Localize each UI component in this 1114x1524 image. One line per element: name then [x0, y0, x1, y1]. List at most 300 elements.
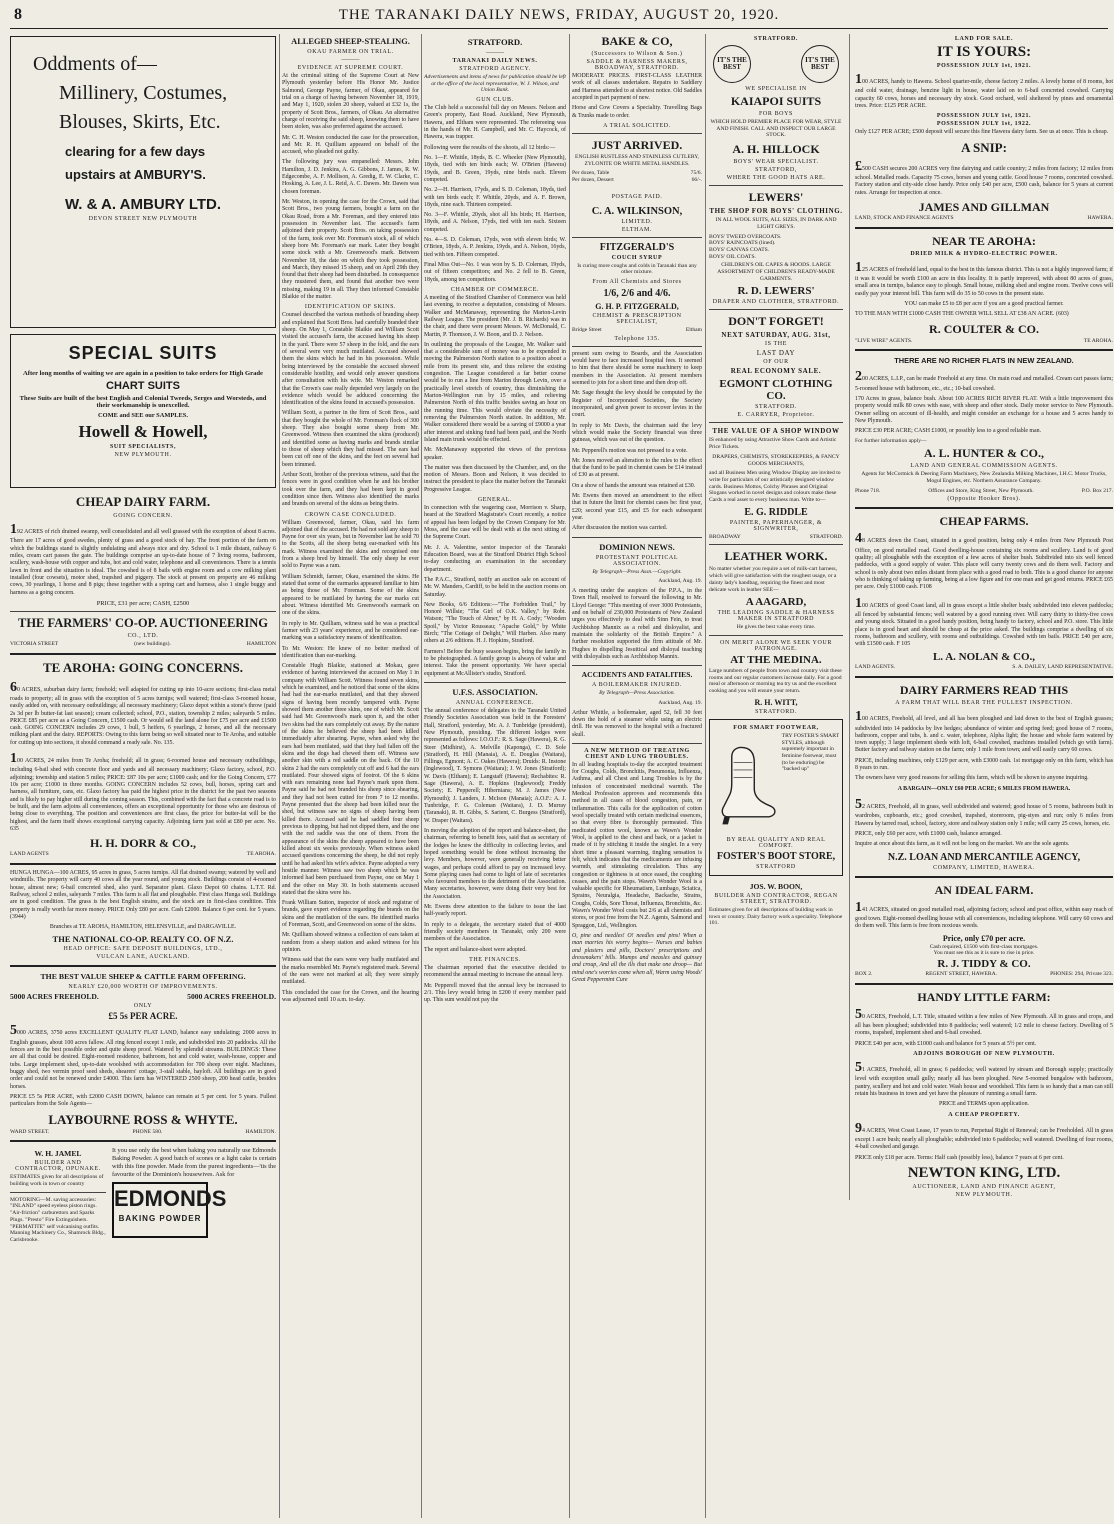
article-dateline: By Telegraph—Press Assn.—Copyright. — [592, 568, 682, 575]
ad-text: BY REAL QUALITY AND REAL COMFORT. — [726, 836, 826, 849]
ad-text: 100 ACRES, 24 miles from Te Aroha; freehold; all in grass; 6-roomed house and necessary outbuildings, including 6-bail shed with concrete floor and yards and all necessary machinery; Glaxo factory, school, P.O. adjoining; township and station 5 miles; PRICE: £87 10s per acre; £1000 cash; and for the Going Concern, £77 10s per acre; £1000 in three months. GOING CONCERN includes 52 cows, bull, horses, spring cart and harness, all furniture, cans, etc. Glaxo factory has paid the highest price in the district for the past two seasons and is likely to pay higher still during the coming season. This, combined with the fact that a concrete road is to be built, and the farm adjoins all conveniences, offers an exceptional opportunity for those who are desirous of being close to everything. The position and conveniences are first class, the price for butter-fat will be the highest, and the farm itself shows exceptional carrying capacity. Adjoining farm just sold at £80 per acre. No. 635 — [10, 751, 276, 832]
masthead — [10, 4, 1108, 29]
ad-heading: TE AROHA: GOING CONCERNS. — [42, 659, 244, 675]
ad-heading: JUST ARRIVED. — [591, 137, 683, 152]
article-paragraph: New Books, 6/6 Editions:—"The Forbidden Trail," by Honoré Willsie; "The Girl of O.K. Valley," by Robt. Watson; "The Touch of Abner," by H. A. Cody; "Wooden Spoil," by Victor Rousseau; "Apache Gold," by White Birch; "The Cottage of Delight," Will Harben. Also many others at 2/6 editions. H. J. Hopkins, Stratford. — [424, 601, 566, 645]
ad-advertiser: A. L. HUNTER & CO., — [923, 446, 1044, 461]
ad-town: Eltham — [685, 327, 702, 334]
ad-text: CHILDREN'S OIL CAPES & HOODS. LARGE ASSORTMENT OF CHILDREN'S READY-MADE GARMENTS. — [717, 262, 835, 282]
ad-advertiser: R. H. WITT, — [754, 697, 798, 707]
ad-text: REAL ECONOMY SALE. — [730, 367, 822, 376]
ad-subheading: POSSESSION JULY 1st, 1921. — [936, 113, 1032, 120]
ad-heading: CHEAP DAIRY FARM. — [75, 494, 211, 509]
ad-price: 75/6. — [690, 170, 702, 177]
ad-text: It you use only the best when baking you naturally use Edmonds Baking Powder. A good batch of scones or a light cake is certain with this fine powder. Made from the purest ingredients—'tis the favourite of the Dominion's housewives. Ask for — [112, 1147, 276, 1179]
ad-text: 5000 ACRES, 3750 acres EXCELLENT QUALITY FLAT LAND, balance easy undulating; 2000 acres in English grasses, about 100 acres fallow. All ring fenced except 1 mile, and subdivided into 20 paddocks. All the fences are in the best possible order and quite sheep proof. Watered by splendid streams. BUILDINGS: These are all that could be desired. Eight-roomed residence, bathroom, hot and cold water, wash-house, copper and tubs. Large implement shed, up-to-date woolshed with accommodation for 700 sheep over night. Machines, buggy shed, two vermin proof seed sheds, shearers' cottage, 3-stall stable, hayloft. All buildings are in good order and could not be renewed under £4000. This farm has WINTERED 2500 sheep, 200 head cattle, besides horses. — [10, 1023, 276, 1090]
article-paragraph: No. 2—H. Harrison, 17yds, and S. D. Coleman, 18yds, tied with ten birds each; F. Whittle, 20yds, and A. F. Brown, 18yds, nine each. Thirteen competed. — [424, 187, 566, 208]
ad-text: 5000 ACRES FREEHOLD. — [10, 992, 99, 1002]
emblems — [713, 45, 839, 83]
masthead-title: THE TARANAKI DAILY NEWS, FRIDAY, AUGUST 20, 1920. — [338, 7, 780, 23]
ad-advertiser: R. D. LEWERS' — [737, 285, 815, 298]
ad-text: Is curing more coughs and colds in Taranaki than any other mixture. — [577, 262, 697, 276]
ad-text: WE SPECIALISE IN — [745, 86, 807, 92]
best-emblem-icon: IT'S THE BEST — [713, 45, 751, 83]
ad-price: £5 5s PER ACRE. — [108, 1011, 178, 1022]
ad-sub: S. A. DAILEY, LAND REPRESENTATIVE. — [1012, 664, 1113, 671]
article-paragraph: Mr. Jones moved an alteration to the rules to the effect that the fund to be paid in chemist cases be £14 instead of £30 as at present. — [572, 457, 702, 479]
article-dateline: By Telegraph—Press Association. — [599, 690, 675, 697]
ad-address: P.O. Box 217. — [1081, 487, 1113, 494]
article-subheading: GUN CLUB. — [476, 97, 514, 104]
list-item: BOYS' RAINCOATS (lined). — [709, 240, 776, 247]
ad-advertiser: W. & A. AMBURY LTD. — [64, 196, 222, 213]
article-paragraph: The report and balance-sheet were adopted. — [424, 946, 527, 953]
article-paragraph: Mr. McManaway supported the views of the previous speaker. — [424, 447, 566, 461]
ad-text: ESTIMATES given for all descriptions of building work in town or country — [10, 1174, 104, 1188]
ad-text: OF OUR — [763, 359, 789, 366]
ad-heading: THE VALUE OF A SHOP WINDOW — [712, 427, 840, 436]
article-subheading: ANNUAL CONFERENCE. — [455, 699, 535, 706]
ad-sub: LAND, STOCK AND FINANCE AGENTS — [855, 214, 954, 221]
ad-text: 100 ACRES of good Coast land, all in grass except a little shelter bush; subdivided into eleven paddocks; all fenced by substantial fences; well watered by a good running river. Will carry thirty to thirty-five cows and young stock. Situated in a good handy position, being handy to factory, school and P.O. store. This little place is in good heart and should be cheap at the price asked. The buildings comprise a dwelling of six rooms, bathroom and scullery, with rooms and outbuildings. Cowshed with ten bails. PRICE £40 per acre, with £1500 cash. F 105 — [855, 595, 1113, 648]
best-emblem-icon: IT'S THE BEST — [801, 45, 839, 83]
lewers-items — [709, 234, 843, 261]
ad-text: 94 ACRES, West Coast Lease, 17 years to run, Perpetual Right of Renewal; can be Freeholded. All in grass except 1 acre bush; nearly all ploughable; subdivided into 6 paddocks; well watered. Dwelling of four rooms, 4-bail cowshed and garage. — [855, 1120, 1113, 1151]
ad-advertiser: G. H. P. FITZGERALD, — [595, 302, 679, 312]
article-paragraph: Witness said that the ears were very badly mutilated and the marks resembled Mr. Payne's registered mark. Several of the ears were not marked at all; they were simply mutilated. — [282, 957, 419, 986]
ad-text: Large numbers of people from town and country visit these rooms and our regular customers increase daily. For a good meal or afternoon or morning tea try us and the excellent cooking and you will ensure your return. — [709, 667, 842, 695]
ad-line: upstairs at AMBURY'S. — [65, 167, 206, 182]
ad-sub: DRAPER AND CLOTHIER, STRATFORD. — [712, 299, 840, 306]
ad-text: ENGLISH RUSTLESS AND STAINLESS CUTLERY, ZYLONITE OR WHITE METAL HANDLES. — [575, 153, 699, 167]
ad-phone: Telephone 135. — [614, 335, 660, 342]
ad-sub: PAINTER, PAPERHANGER, & SIGNWRITER, — [729, 519, 823, 532]
article-paragraph: At the criminal sitting of the Supreme Court at New Plymouth yesterday before His Honor Mr. Justice Salmond, George Payne, farmer, of Okau, appeared for trial on a charge of having between November 18, 1919, and May 1, 1920, stolen 20 sheep, valued at £32 1s, the property of Scott Bros., farmers, of Okau. An alternative charge of receiving the said sheep, knowing them to have been stolen, was also preferred against the accused. — [282, 73, 419, 131]
ad-address: (new buildings). — [134, 640, 171, 647]
ad-advertiser: LAYBOURNE ROSS & WHYTE. — [48, 1111, 238, 1127]
ad-advertiser: THE FARMERS' CO-OP. AUCTIONEERING — [17, 615, 269, 630]
article-paragraph: This concluded the case for the Crown, and the hearing was adjourned until 10 a.m. to-day. — [282, 989, 419, 1003]
ad-advertiser: FOSTER'S BOOT STORE, — [716, 850, 836, 862]
article-paragraph: William Scott, a partner in the firm of Scott Bros., said that they bought the whole of Mr. Foreman's flock of 300 sheep. They also bought some sheep from Mr. Greenwood. Witness then examined the skins (produced) and identified some as having marks and brands similar to those of sheep which they had missed. The ears had been cut off one of the skins, and the feet on several had been trimmed. — [282, 410, 419, 468]
ad-heading: HANDY LITTLE FARM: — [917, 989, 1051, 1004]
ad-line: Millinery, Costumes, — [59, 82, 228, 104]
ad-heading: DON'T FORGET! — [728, 314, 824, 329]
article-paragraph: In connection with the wagering case, Morrison v. Sharp, heard at the Stratford Magistrate's Court recently, a notice of appeal has been lodged by the Crown Company for Mr. Moss, and the case will be dealt with at the next sitting of the Supreme Court. — [424, 505, 566, 541]
ad-text: TO THE MAN WITH £1000 CASH THE OWNER WILL SELL AT £38 AN ACRE. (603) — [855, 311, 1069, 318]
ad-town: STRATFORD. — [755, 404, 797, 411]
ad-line: Oddments of— — [33, 53, 157, 75]
ambury-ad — [10, 36, 276, 328]
article-paragraph: Constable Hugh Blaikie, stationed at Mokau, gave evidence of having interviewed the accused on May 1 in company with William Scott. Witness found seven skins, which he examined, and he noticed that some of the skins had had the ear-marks mutilated, and that they showed signs of having been recently tampered with. Payne showed them another three skins, one of which Mr. Scott said had Mr. Greenwood's mark upon it, and the other two skins had the ears completely cut away. By the nature of the skins he believed the sheep had been killed immediately after shearing. Payne, when asked why the ears had been mutilated, said that they had fallen off the skins and the dogs had chewed them off. Witness saw another skin with a red saddle on the back. Of the 10 skins 2 had the ears completely cut off and 6 had the ears mutilated. Four showed signs of footrot. Of the 6 skins with ears remaining none had Payne's mark upon them. Payne said he had not branded his sheep since shearing, and they had not been cutted for from 7 to 12 months. Payne presented that the sheep had been killed near the shed, but witness saw no signs of sheep having been killed there. Accused said he had saddled four sheep previous to dipping, but had not dipped them, and the one with the red saddle was the one of them. From the appearance of the skins the sheep appeared to have been killed about six weeks previously. When witness asked accused questions concerning the sheep, he did not reply until he had asked his wife's advice. Payne adopted a very hostile manner. Witness saw two sheep which he was informed had been purchased from Payne, one on May 1 and the other on May 30. In both statements accused stated that the skins were his. — [282, 663, 419, 896]
ad-text: These Suits are built of the best English and Colonial Tweeds, Serges and Worsteds, and their workmanship is unexcelled. — [19, 395, 267, 409]
ad-text: Cash required, £1500 with first-class mortgages. — [929, 943, 1039, 950]
article-paragraph: No. 1—F. Whittle, 18yds, B. C. Wheeler (New Plymouth), 18yds, tied with ten birds each; W. O'Brien (Hawera) 19yds, and B. Green, 19yds, nine birds each. Eleven competed. — [424, 154, 566, 183]
article-paragraph: William Schmidt, farmer, Okau, examined the skins. He stated that some of the earmarks appeared familiar to him as being those of Mr. Foreman. Some of the skins appeared to be mutilated by having the ear marks cut about. Witness identified Mr. Greenwood's earmark on one of the skins. — [282, 573, 419, 617]
ad-text: YOU can make £5 to £8 per acre if you are a good practical farmer. — [904, 300, 1064, 307]
ad-text: 5000 ACRES FREEHOLD. — [187, 992, 276, 1002]
ad-advertiser: A AAGARD, — [745, 596, 807, 609]
ad-subheading: ADJOINS BOROUGH OF NEW PLYMOUTH. — [913, 1051, 1055, 1057]
ad-text: TRY FOSTER'S SMART STYLES, although supremely important in feminine footwear, must (to be enduring) be "backed up" — [781, 732, 839, 773]
ad-advertiser: N.Z. LOAN AND MERCANTILE AGENCY, — [887, 851, 1081, 863]
ad-text: DRAPERS, CHEMISTS, STOREKEEPERS, & FANCY GOODS MERCHANTS, — [712, 453, 840, 467]
column-1 — [10, 34, 276, 1518]
article-subheading: IDENTIFICATION OF SKINS. — [304, 304, 397, 311]
stratford-ads — [709, 34, 843, 1200]
ad-sub: CO., LTD. — [127, 632, 159, 639]
list-item: BOYS' OIL COATS. — [709, 253, 756, 260]
ad-sub: SADDLE & HARNESS MAKERS, BROADWAY, STRATFORD. — [586, 59, 688, 71]
article-paragraph: In reply to Mr. Quilliam, witness said he was a practical farmer with 23 years' experience, and he considered ear-marking was a satisfactory means of identification. — [282, 620, 419, 642]
howell-ad — [10, 334, 276, 488]
article-paragraph: Mr. Quilliam showed witness a collection of ears taken at random from a sheep station and asked witness for his opinion. — [282, 932, 419, 953]
ad-subheading: NEARLY £20,000 WORTH OF IMPROVEMENTS. — [68, 984, 218, 991]
ad-text: 48 ACRES down the Coast, situated in a good position, being only 4 miles from New Plymouth Post Office, on good metalled road. Good dwelling-house containing six rooms and scullery. Land is of good quality; all ploughable with the exception of a few acres of shelter bush. Subdivided into six well fenced paddocks, with a good supply of water. This place will carry twenty cows and do them well. Factory and school is only about two miles distant from place with a good road to both. This is a good chance for anyone who is thinking of taking up farming, being at a low figure and for one man and get good returns. PRICE £65 per acre. Only £1000 cash. F108 — [855, 531, 1113, 591]
article-note: Advertisements and items of news for publication should be left at the office of the local representative, W. J. Wilson, and Union Bank. — [424, 74, 566, 94]
ad-sub: LAND AGENTS — [10, 851, 49, 858]
ad-text: 170 Acres in grass, balance bush. About 100 ACRES RICH RIVER FLAT. With a little improvement this property would milk 80 cows with ease, with sheep and other stock. Daily motor service to New Plymouth. Owner selling on account of ill-health, and might consider an exchange for a house and 5 acres handy to New Plymouth. — [855, 395, 1113, 424]
column-4 — [572, 34, 702, 1518]
article-paragraph: Arthur Whittle, a boilermaker, aged 52, fell 30 feet down the hold of a steamer while using an electric drill. He was removed to the hospital with a fractured skull. — [572, 709, 702, 738]
ad-subheading: A CHEAP PROPERTY. — [948, 1111, 1020, 1118]
ad-text: In all leading hospitals to-day the accepted treatment for Coughs, Colds, Bronchitis, Pneumonia, Influenza, Asthma, and all Chest and Lung Troubles is by the infusion of concentrated medicinal warmth. The Medical Profession approves and recommends this method in all cases of blood congestion, pain, or inflammation. This calls for the application of cotton wool specially treated with certain medicinal essences, so that every fibre is thoroughly permeated. This medicated cotton wool, known as Wawn's Wonder Wool, is applied to the chest and back, or a jacket is made of it by stitching it inside the singlet. In a very short time a pleasant warming, tingling sensation is felt, which indicates that the medicaments are infusing warmth, and stimulating circulation. Thus any congestion or tightness is at once eased, the coughing ceases, and the pain stops. Wawn's Wonder Wool is a valuable specific for Rheumatism, Lumbago, Sciatica, Sprains, Neuralgia, Headache, Backache, Strains, Coughs, Colds, Sore Throat, Influenza, Bronchitis, &c. Wawn's Wonder Wool costs but 2/6 at all chemists and stores, or post free from the N.Z. Agents, Salmond and Spraggon, Ltd., Wellington. — [572, 761, 702, 929]
article-paragraph: William Greenwood, farmer, Okau, said his farm adjoined that of the accused. He had not sold any sheep to Payne for over six years, but in November last he sold 70 to the Scotts, all the sheep being ear-marked with his mark. Witness examined the skins and recognised one from a sheep bred by himself. The only sheep he ever sold to Payne was a ram. — [282, 519, 419, 570]
ad-text: PRICE, only £60 per acre, with £1000 cash, balance arranged. — [855, 830, 1002, 837]
article-paragraph: Mr. C. H. Weston conducted the case for the prosecution, and Mr. R. H. Quilliam appeared on behalf of the accused, who pleaded not guilty. — [282, 134, 419, 156]
jamel-ad — [10, 1147, 106, 1246]
article-paragraph: Mr. Weston, in opening the case for the Crown, said that Scott Bros., two young farmers, bought a farm on the Okau Road, from a Mr. Foreman, and they entered into possession in November last. The accused's farm adjoined their property. Scott Bros. on taking possession of the farm, took over Mr. Foreman's stock, all of which sheep bore Mr. Foreman's ear mark. Later they bought some stock with a Mr. Greenwood's mark. Between November 18, the date on which they took possession, and March, they missed 15 sheep, and on April 29th they found that their sheep had been disturbed. In consequence they mustered them, and found that another two were missing, making 19 in all. They then informed Constable Blaikie of the matter. — [282, 199, 419, 301]
article-paragraph: The Club held a successful full day on Messrs. Nelson and Green's property, East Road. Auckland, New Plymouth, Hawera, and Eltham were represented. The refereeing was in the hands of Mr. H. Campbell, and Mr. C. Haycock, of Hawera, was trapper. — [424, 105, 566, 141]
article-headline: U.F.S. ASSOCIATION. — [452, 686, 538, 697]
ad-address: DEVON STREET NEW PLYMOUTH — [88, 216, 198, 222]
edmonds-ad — [112, 1147, 276, 1246]
ad-subheading: A FARM THAT WILL BEAR THE FULLEST INSPECTION. — [895, 700, 1073, 707]
ad-heading: A NEW METHOD OF TREATING CHEST AND LUNG TROUBLES. — [584, 747, 690, 760]
article-paragraph: Following were the results of the shoots, all 12 birds:— — [424, 144, 556, 151]
article-subheading: GENERAL. — [477, 497, 513, 504]
ad-address: Bridge Street — [572, 327, 602, 334]
article-dateline: Auckland, Aug. 19. — [658, 699, 702, 706]
ad-heading: FITZGERALD'S — [599, 241, 675, 253]
column-rule — [421, 34, 422, 1518]
ad-text: Estimates given for all descriptions of building work in town or country. Dairy factory work a speciality. Telephone 101. — [709, 906, 843, 927]
ad-text: WHICH HOLD PREMIER PLACE FOR WEAR, STYLE AND FINISH. CALL AND INSPECT OUR LARGE STOCK. — [710, 119, 842, 139]
ad-text: Horse and Cow Covers a Speciality. Travelling Bags & Trunks made to order. — [572, 105, 702, 119]
ad-advertiser: R. COULTER & CO. — [929, 321, 1039, 336]
ad-text: 51 ACRES, Freehold, all in grass; 6 paddocks; well watered by stream and Borough supply; practically level with exception small gully; nearly all has been ploughed. New 5-roomed bungalow with bathroom, pantry, scullery and hot and cold water. Wash house and woodshed. This farm is so handy that a man can still retain his business in town and yet have the pleasure of running a small farm. — [855, 1060, 1113, 1097]
article-subheading: EVIDENCE AT SUPREME COURT. — [297, 65, 404, 71]
ad-text: Agents for McCormick & Deering Farm Machinery, New Zealandia Milking Machines, I.H.C. Motor Trucks, Mogul Engines, etc. Northern Assurance Company. — [861, 471, 1107, 484]
ad-advertiser: NEWTON KING, LTD. — [907, 1164, 1061, 1181]
section-heading: LAND FOR SALE. — [954, 36, 1014, 42]
ad-phone: Phone 718. — [855, 487, 881, 494]
ad-text: Only £127 PER ACRE; £500 deposit will secure this fine Hawera dairy farm. See us at once. This is cheap. — [855, 129, 1109, 136]
ad-text: Per dozen, Table — [572, 170, 610, 177]
ad-text: 141 ACRES, situated on good metalled road, adjoining factory, school and post office, within easy reach of good town. Eight-roomed dwelling house with all conveniences, including telephone. Will carry 60 cows and do them well. This farm is free from noxious weeds. — [855, 899, 1113, 930]
article-paragraph: present sum owing to Boards, and the Association would have to face increased hospital fees. It seemed to him that there should be some machinery to keep members in the Association. At present members seemed to join for a short time and then drop off. — [572, 350, 702, 387]
ad-heading: FOR SMART FOOTWEAR, — [733, 724, 819, 731]
column-5 — [709, 34, 1113, 1518]
ad-heading: A SNIP: — [961, 139, 1007, 155]
ad-heading: THERE ARE NO RICHER FLATS IN NEW ZEALAND. — [894, 356, 1074, 366]
article-paragraph: The matter was then discussed by the Chamber, and, on the motion of Messrs. Boon and Nelson, it was decided to instruct the president to place the matter before the Taranaki Progressive League. — [424, 464, 566, 493]
ad-heading: THE SHOP FOR BOYS' CLOTHING. — [709, 207, 843, 216]
ad-town: HAWERA. — [1087, 214, 1113, 221]
article-paragraph: In reply to a delegate, the secretary stated that of 4000 friendly society members in Taranaki, only 200 were members of the Association. — [424, 921, 566, 943]
ad-line: clearing for a few days — [65, 144, 206, 159]
ad-town: STRATFORD, — [755, 167, 797, 174]
ad-subheading: GOING CONCERN. — [113, 513, 173, 519]
ad-town: STRATFORD. — [809, 533, 843, 540]
ad-heading: KAIAPOI SUITS — [730, 94, 822, 108]
ad-town: HAMILTON — [246, 640, 276, 647]
ad-town: TE AROHA. — [1083, 337, 1113, 344]
article-paragraph: On a show of hands the amount was retained at £30. — [572, 482, 696, 489]
ad-text: A BARGAIN—ONLY £60 PER ACRE; 6 MILES FROM HAWERA. — [897, 785, 1071, 792]
ad-sub: LAND AND GENERAL COMMISSION AGENTS. — [910, 463, 1058, 470]
ad-sub: THE LEADING SADDLE & HARNESS MAKER IN STRATFORD — [717, 610, 835, 623]
ad-sub: COMPANY, LIMITED, HAWERA. — [933, 864, 1035, 871]
ad-text: 125 ACRES of freehold land, equal to the best in this famous district. This is not a highly improved farm; if it was it would be worth £100 an acre in this locality. It is partly improved, with about 80 acres of grass, small area in turnips, balance easy to plough. Small house, milking shed and engine room. Twelve cows will easily pay your interest bill. This farm will do 35 to 50 cows in the present state. — [855, 259, 1113, 297]
ad-text: and all Business Men using Window Display are invited to write for particulars of our artistically designed window cards. Business Mottos, Colchy Phrases and Original Slogans worked in novel designs and colours make these Cards a real asset to every business man. Write to— — [709, 470, 841, 504]
ad-heading: NEAR TE AROHA: — [932, 233, 1036, 248]
ad-advertiser: E. G. RIDDLE — [744, 506, 808, 518]
ad-text: For further information apply— — [855, 438, 927, 445]
list-item: BOYS' TWEED OVERCOATS. — [709, 233, 782, 240]
ad-sub: BOYS' WEAR SPECIALIST. — [733, 159, 819, 166]
ad-town: NEW PLYMOUTH. — [114, 452, 172, 458]
ad-advertiser: EGMONT CLOTHING CO. — [719, 378, 833, 403]
ad-subheading: DRIED MILK & HYDRO-ELECTRIC POWER. — [910, 250, 1058, 257]
ad-text: MODERATE PRICES. FIRST-CLASS LEATHER work of all classes undertaken. Repairs to Saddlery and Harness attended to at shortest notice. Old Saddles accepted in part payment of new. — [572, 73, 702, 101]
ad-subheading: POSSESSION JULY 1st, 1922. — [936, 121, 1032, 128]
article-headline: ACCIDENTS AND FATALITIES. — [581, 670, 693, 680]
ad-sub: (Successors to Wilson & Son.) — [591, 51, 683, 57]
article-paragraph: No. 3—F. Whittle, 20yds, shot all his birds; H. Harrison, 18yds, and A. Nelson, 17yds, tied with ten each. Sixteen competed. — [424, 212, 566, 233]
article-subheading: PROTESTANT POLITICAL ASSOCIATION. — [595, 554, 679, 567]
ad-text: A TRIAL SOLICITED. — [603, 122, 671, 129]
article-paragraph: In moving the adoption of the report and balance-sheet, the chairman, referring to benefit fees, said that as secretary of the lodges he knew the difficulty in collecting levies, and hoped something would be done without increasing the levy. Members, however, were generally receiving better wages, and perhaps could afford to pay on increased levy. Some playing cases had come to light of late of secretaries who favoured members to the detriment of the Association. Many secretaries, however, were doing their very best for the Association. — [424, 827, 566, 900]
bottom-ads — [10, 1147, 276, 1246]
ad-advertiser: JAMES AND GILLMAN — [918, 199, 1050, 214]
ad-advertiser: LEWERS' — [748, 190, 804, 205]
article-subheading: STRATFORD AGENCY. — [459, 66, 531, 72]
ad-advertiser: THE NATIONAL CO-OP. REALTY CO. OF N.Z. — [52, 934, 234, 945]
ad-address: REGENT STREET, HAWERA. — [925, 971, 998, 977]
ad-sub: LAND AGENTS. — [855, 664, 896, 671]
ad-advertiser: W. H. JAMEL — [34, 1149, 82, 1159]
motoring-ad: MOTORING—M. saving accessories: "INLAND" speed eyeless piston rings. "Air-friction" carburettors and Sparks Plugs. "Presto" Fire Extinguishers. "PERMATITE" self vulcanising outfits. Manning Machinery Co., Shamrock Bldg., Carisbrooke. — [10, 1196, 106, 1243]
ad-town: STRATFORD. — [755, 708, 797, 715]
ad-text: Per dozen, Dessert — [572, 176, 614, 183]
ad-text: Branches at TE AROHA, HAMILTON, HELENSVILLE, and DARGAVILLE. — [49, 924, 237, 931]
ad-line: Blouses, Skirts, Etc. — [59, 111, 221, 133]
ad-heading: AT THE MEDINA. — [730, 653, 822, 666]
ad-price: 66/-. — [691, 176, 702, 183]
ad-town: TE AROHA. — [246, 851, 276, 858]
ad-text: 50 ACRES, Freehold, L.T. Title, situated within a few miles of New Plymouth. All in grass and crops, and all has been ploughed; subdivided into 8 paddocks; well watered; 1/2 mile to cheese factory. Dwelling of 5 rooms, trapshed, implement shed and 6-bail cowshed. — [855, 1006, 1113, 1037]
article-paragraph: Mr. Sage thought the levy should be computed by the Register of Incorporated Societies, the Society incorporated, and given power to recover levies in the court. — [572, 390, 702, 419]
ad-sub: "LIVE WIRE" AGENTS. — [855, 337, 913, 344]
ad-heading: DAIRY FARMERS READ THIS — [899, 683, 1069, 698]
foster-ad — [709, 719, 843, 876]
ad-text: PRICE and TERMS upon application. — [938, 1101, 1030, 1108]
article-subheading: TARANAKI DAILY NEWS. — [452, 58, 538, 64]
ad-phone: PHONE 580. — [132, 1128, 163, 1135]
ad-price: PRICE £30 PER ACRE; CASH £1000, or possibly less to a good reliable man. — [855, 428, 1042, 435]
article-dateline: Auckland, Aug. 19. — [658, 578, 702, 585]
ad-advertiser: H. H. DORR & CO., — [90, 836, 196, 851]
ad-address: VICTORIA STREET — [10, 640, 59, 647]
ad-sub: E. CARRYER, Proprietor. — [737, 412, 815, 419]
ad-advertiser: JOS. W. BOON, — [749, 881, 803, 891]
ad-sub: CHEMIST & PRESCRIPTION SPECIALIST, — [592, 313, 682, 326]
column-rule — [279, 34, 280, 1518]
ad-advertiser: L. A. NOLAN & CO., — [932, 651, 1036, 664]
ad-text: The owners have very good reasons for selling this farm, which will be shown to anyone inquiring. — [855, 775, 1089, 782]
ad-text: COME and SEE our SAMPLES. — [98, 412, 188, 419]
article-paragraph: The annual conference of delegates to the Taranaki United Friendly Societies Association was held in the Foresters' Hall, Stratford, yesterday, Mr. A. J. Tunbridge (president), New Plymouth, presiding. The different lodges were represented as follows: I.O.O.F.: R. S. Sage (Hawera), R. G. Steer (Midhirst), A. Melville (Kaponga), C. D. Sole (Stratford), H. Hill (Manaia), A. E. Douglas (Waitara), Fillings, Egmont; A. C. Oakes (Hawera); Druids: R. Instone (Inglewood), T. Symons (Waitara); J. W. Jones (Stratford); W. Davis (Eltham); E. Langstaff (Hawera); Rechabites: R. Sage (Hawera), A. E. Hopkins (Inglewood); Freddy Society; E. Pepperell; Hibernians; M. J. James (New Plymouth); J. Landers, J. McIson (Manaia); A.O.F.: A. J. Tunbridge, F. G. Coleman (Waitara), J. D. Murray (Taranaki), R. H. Gibbs, S. Sarient, C. Burgess (Stratford), W. Draper (Waitara). — [424, 707, 566, 824]
ad-text: IS enhanced by using Attractive Show Cards and Artistic Price Tickets. — [709, 437, 837, 451]
page-number: 8 — [14, 6, 22, 23]
article-headline: ALLEGED SHEEP-STEALING. — [291, 37, 410, 46]
ad-heading: CHEAP FARMS. — [939, 514, 1029, 529]
ad-text: PRICE £5 5s PER ACRE, with £2000 CASH DOWN, balance can remain at 5 per cent. for 5 years. Fullest particulars from the Sole Agents— — [10, 1094, 276, 1108]
edmonds-logo: EDMONDS BAKING POWDER — [112, 1182, 208, 1238]
ad-text: PRICE, including machines, only £129 per acre, with £3000 cash. 1st mortgage only on this farm, which has 8 years to run. — [855, 757, 1113, 772]
ladies-shoe-icon — [713, 739, 779, 829]
article-paragraph: Mr. Ewens drew attention to the failure to issue the last half-yearly report. — [424, 904, 566, 918]
ad-text: ONLY — [133, 1003, 153, 1010]
ad-text: IN ALL WOOL SUITS, ALL SIZES, IN DARK AND LIGHT GREYS. — [715, 217, 837, 230]
ad-text: NEXT SATURDAY, AUG. 31st, — [721, 331, 831, 340]
ad-sub: SUIT SPECIALISTS, — [109, 444, 177, 450]
ad-price: 1/6, 2/6 and 4/6. — [603, 288, 671, 300]
ad-advertiser: R. J. TIDDY & CO. — [937, 958, 1031, 970]
ad-subheading: POSSESSION JULY 1st, 1921. — [936, 63, 1032, 69]
ad-text: Inquire at once about this farm, as it will not be long on the market. We are the sole agents. — [855, 841, 1070, 848]
ad-text: After long months of waiting we are again in a position to take orders for High Grade — [23, 370, 263, 377]
ad-advertiser: BAKE & CO, — [601, 34, 673, 48]
article-paragraph: Final Miss Out—No. 1 was won by S. D. Coleman, 19yds, out of fifteen competitors; and No. 2 fell to B. Green, 18yds, among ten competitors. — [424, 262, 566, 283]
column-2: ALLEGED SHEEP-STEALING. OKAU FARMER ON TRIAL. ——— EVIDENCE AT SUPREME COURT. At the criminal sitting of the Supreme Court at New Plymouth yesterday before His Honor Mr. Justice Salmond, George Payne, farmer, of Okau, appeared for trial on a charge of having between November 18, 1919, and May 1, 1920, stolen 20 sheep, valued at £32 1s, the property of Scott Bros., farmers, of Okau. An alternative charge of receiving the said sheep, knowing them to have been stolen, was also preferred against the accused. Mr. C. H. Weston conducted the case for the prosecution, and Mr. R. H. Quilliam appeared on behalf of the accused, who pleaded not guilty. The following jury was empanelled: Messrs. John Hamilton, J. D. Jenkins, A. G. Gibbons, J. James, R. W. Edgecombe, A. F. Mollison, A. Gredig, E. W. Clarke, C. Hosking, A. Lee, J. L. Reid, A. C. Dawes. Mr. Dawes was chosen foreman. Mr. Weston, in opening the case for the Crown, said that Scott Bros., two young farmers, bought a farm on the Okau Road, from a Mr. Foreman, and they entered into possession in November last. The accused's farm adjoined their property. Scott Bros. on taking possession of the farm, took over Mr. Foreman's stock, all of which sheep bore Mr. Foreman's ear mark. Later they bought some stock with a Mr. Greenwood's mark. Between November 18, the date on which they took possession, and March, they missed 15 sheep, and on April 29th they found that their sheep had been disturbed. In consequence they mustered them, and found that another two were missing, making 19 in all. They then informed Constable Blaikie of the matter. IDENTIFICATION OF SKINS. Counsel described the various methods of branding sheep and explained that Scott Bros. had carefully branded their sheep. On May 1, Constable Blaikie and William Scott visited the accused's farm, the accused having his sheep in the yard. There were 57 sheep in the fold, and the ears of several were very much mutilated. Accused showed them the skins which he had in his possession. While being interviewed by the constable the accused showed considerable hostility, and would only answer questions after consultation with his wife. Mr. Weston remarked that the Crown's case really depended very largely on the evidence which would be adduced concerning the identification of the skins found in accused's possession. William Scott, a partner in the firm of Scott Bros., said that they bought the whole of Mr. Foreman's flock of 300 sheep. They also bought some sheep from Mr. Greenwood. Witness then examined the skins (produced) and identified some as having marks and brands similar to those of sheep which they had missed. The ears had been cut off one of the skins, and the feet on several had been trimmed. Arthur Scott, brother of the previous witness, said that the fences were in good condition when he and his brother took over the farm, and they had been kept in good condition since then. Witness also identified the marks and brands on several of the skins as being theirs. CROWN CASE CONCLUDED. William Greenwood, farmer, Okau, said his farm adjoined that of the accused. He had not sold any sheep to Payne for over six years, but in November last he sold 70 to the Scotts, all the sheep being ear-marked with his mark. Witness examined the skins and recognised one from a sheep bred by himself. The only sheep he ever sold to Payne was a ram. William Schmidt, farmer, Okau, examined the skins. He stated that some of the earmarks appeared familiar to him as being those of Mr. Foreman. Some of the skins appeared to be mutilated by having the ear marks cut about. Witness identified Mr. Greenwood's earmark on one of the skins. In reply to Mr. Quilliam, witness said he was a practical farmer with 23 years' experience, and he considered ear-marking was a satisfactory means of identification. To Mr. Weston: He knew of no better method of identification than ear-marking. Constable Hugh Blaikie, stationed at Mokau, gave evidence of having interviewed the accused on May 1 in company with William Scott. Witness found seven skins, which he examined, and he noticed that some of the skins had had the ear-marks mutilated, and that they showed signs of having been recently tampered with. Payne showed them another three skins, one of which Mr. Scott said had Mr. Greenwood's mark upon it, and the other two skins had the ears completely cut away. By the nature of the skins he believed the sheep had been killed immediately after shearing. Payne, when asked why the ears had been mutilated, said that they had fallen off the skins and the dogs had chewed them off. Witness saw another skin with a red saddle on the back. Of the 10 skins 2 had the ears completely cut off and 6 had the ears mutilated. Four showed signs of footrot. Of the 6 skins with ears remaining none had Payne's mark upon them. Payne said he had not branded his sheep since shearing, and they had not been cutted for from 7 to 12 months. Payne presented that the sheep had been killed near the shed, but witness saw no signs of sheep having been killed there. Accused said he had saddled four sheep previous to dipping, but had not dipped them, and the one with the red saddle was the one of them. From the appearance of the skins the sheep appeared to have been killed about six weeks previously. When witness asked accused questions concerning the sheep, he did not reply until he had asked his wife's advice. Payne adopted a very hostile manner. Witness saw two sheep which he was informed had been purchased from Payne, one on May 1 and the other on May 30. In both statements accused stated that the skins were his. Frank William Sutton, inspector of stock and registrar of brands, gave expert evidence regarding the brands on the skins and the mutilation of the ears. He identified marks of Foreman, Scott, and Greenwood on some of the skins. Mr. Quilliam showed witness a collection of ears taken at random from a sheep station and asked witness for his opinion. Witness said that the ears were very badly mutilated and the marks resembled Mr. Payne's registered mark. Several of the ears were not marked at all; they were simply mutilated. This concluded the case for the Crown, and the hearing was adjourned until 10 a.m. to-day. — [282, 37, 419, 1003]
ad-town: STRATFORD. — [753, 36, 799, 42]
ad-address: (Opposite Hooker Bros). — [947, 496, 1021, 503]
ad-heading: LEATHER WORK. — [724, 549, 828, 564]
ad-text: 100 ACRES, Freehold, all level, and all has been ploughed and laid down to the best of English grasses; subdivided into 14 paddocks by live hedges; abundance of winter and spring feed; good house of 7 rooms, bathroom, copper and tubs, h. and c. water, telephone, Alpha light; the house and whole farm watered by town supply; 3 large implement sheds with loft, 6-bail cowshed, machines installed (which go with farm). Butter factory and railway station on the farm; only 1 mile from town; and will easily carry 60 cows. — [855, 709, 1113, 754]
ad-address: BOX 2. — [855, 971, 873, 977]
article-paragraph: To Mr. Weston: He knew of no better method of identification than ear-marking. — [282, 645, 419, 659]
ad-town: NEW PLYMOUTH. — [955, 1191, 1013, 1198]
ad-text: POSTAGE PAID. — [611, 193, 663, 200]
ad-subheading: FOR BOYS — [759, 111, 793, 117]
ad-sub: BUILDER AND CONTRACTOR, OPUNAKE. — [15, 1160, 101, 1173]
article-subheading: CHAMBER OF COMMERCE. — [450, 286, 540, 293]
ad-sub: BUILDER AND CONTRACTOR, REGAN STREET, STRATFORD. — [714, 892, 838, 905]
ad-address: Offices and Store, King Street, New Plymouth. — [928, 487, 1034, 494]
ad-text: WHERE THE GOOD HATS ARE. — [726, 175, 826, 182]
ad-text: From All Chemists and Stores — [592, 279, 682, 286]
ad-text: ON MERIT ALONE WE SEEK YOUR PATRONAGE. — [720, 639, 832, 652]
ad-subheading: COUCH SYRUP — [611, 254, 663, 261]
article-subheading: A BOILERMAKER INJURED. — [591, 682, 683, 689]
article-paragraph: Frank William Sutton, inspector of stock and registrar of brands, gave expert evidence regarding the brands on the skins and the mutilation of the ears. He identified marks of Foreman, Scott, and Greenwood on some of the skins. — [282, 900, 419, 929]
ad-heading: SPECIAL SUITS — [68, 343, 218, 363]
ad-sub: LIMITED. — [621, 218, 653, 225]
article-subheading: OKAU FARMER ON TRIAL. — [307, 49, 394, 55]
column-3: STRATFORD. ——— TARANAKI DAILY NEWS. STRATFORD AGENCY. Advertisements and items of news for publication should be left at the office of the local representative, W. J. Wilson, and Union Bank. GUN CLUB. The Club held a successful full day on Messrs. Nelson and Green's property, East Road. Auckland, New Plymouth, Hawera, and Eltham were represented. The refereeing was in the hands of Mr. H. Campbell, and Mr. C. Haycock, of Hawera, was trapper. Following were the results of the shoots, all 12 birds:— No. 1—F. Whittle, 18yds, B. C. Wheeler (New Plymouth), 18yds, tied with ten birds each; W. O'Brien (Hawera) 19yds, and B. Green, 19yds, nine birds each. Eleven competed. No. 2—H. Harrison, 17yds, and S. D. Coleman, 18yds, tied with ten birds each; F. Whittle, 20yds, and A. F. Brown, 18yds, nine each. Thirteen competed. No. 3—F. Whittle, 20yds, shot all his birds; H. Harrison, 18yds, and A. Nelson, 17yds, tied with ten each. Sixteen competed. No. 4—S. D. Coleman, 17yds, won with eleven birds; W. O'Brien, 18yds, A. P. Jenkins, 19yds, and A. Nelson, 16yds, tied with ten. Fifteen competed. Final Miss Out—No. 1 was won by S. D. Coleman, 19yds, out of fifteen competitors; and No. 2 fell to B. Green, 18yds, among ten competitors. CHAMBER OF COMMERCE. A meeting of the Stratford Chamber of Commerce was held last evening, to receive a deputation, consisting of Messrs. Walker and McManaway, representing the Marton-Levin Railway League. The president (Mr. J. B. Richards) was in the chair, and there were present Messrs. W. McDonald, C. Martin, P. Thomson, J. W. Boon, and D. J. Nelson. In outlining the proposals of the League, Mr. Walker said that a considerable sum of money was to be expended in moving the Palmerston North station to a position about a mile from its present site, and thus relieve the existing congestion. The League considered a far better course would be to run a line from Marton through Levin, over a practically level stretch of country, thus diminishing the Marton-Wellington run by 15 miles, and relieving Palmerston North of this traffic besides saving an hour on the running time. This would obviate the necessity of removing the Palmerston North station. In addition, Mr. Walker considered there would be a saving of £9000 a year after interest and sinking fund had been paid, and the North Island main trunk would be effected. Mr. McManaway supported the views of the previous speaker. The matter was then discussed by the Chamber, and, on the motion of Messrs. Boon and Nelson, it was decided to instruct the president to place the matter before the Taranaki Progressive League. GENERAL. In connection with the wagering case, Morrison v. Sharp, heard at the Stratford Magistrate's Court recently, a notice of appeal has been lodged by the Crown Company for Mr. Moss, and the case will be dealt with at the next sitting of the Supreme Court. Mr. J. A. Valentine, senior inspector of the Taranaki Education Board, was at the Stratford District High School to-day conducting an examination in the secondary department. The P.A.C., Stratford, notify an auction sale on account of Mr. W. Manders, Cardiff, to be held in the auction rooms on Saturday. New Books, 6/6 Editions:—"The Forbidden Trail," by Honoré Willsie; "The Girl of O.K. Valley," by Robt. Watson; "The Touch of Abner," by H. A. Cody; "Wooden Spoil," by Victor Rousseau; "Apache Gold," by White Birch; "The Cottage of Delight," Will Harben. Also many others at 2/6 editions. H. J. Hopkins, Stratford. Farmers! Before the busy season begins, bring the family in to be photographed. A family group is always of value and interest. Take the present opportunity. We have special equipment at McAllister's studio, Stratford. U.F.S. ASSOCIATION. ANNUAL CONFERENCE. The annual conference of delegates to the Taranaki United Friendly Societies Association was held in the Foresters' Hall, Stratford, yesterday, Mr. A. J. Tunbridge (president), New Plymouth, presiding. The different lodges were represented as follows: I.O.O.F.: R. S. Sage (Hawera), R. G. Steer (Midhirst), A. Melville (Kaponga), C. D. Sole (Stratford), H. Hill (Manaia), A. E. Douglas (Waitara), Fillings, Egmont; A. C. Oakes (Hawera); Druids: R. Instone (Inglewood), T. Symons (Waitara); J. W. Jones (Stratford); W. Davis (Eltham); E. Langstaff (Hawera); Rechabites: R. Sage (Hawera), A. E. Hopkins (Inglewood); Freddy Society; E. Pepperell; Hibernians; M. J. James (New Plymouth); J. Landers, J. McIson (Manaia); A.O.F.: A. J. Tunbridge, F. G. Coleman (Waitara), J. D. Murray (Taranaki), R. H. Gibbs, S. Sarient, C. Burgess (Stratford), W. Draper (Waitara). In moving the adoption of the report and balance-sheet, the chairman, referring to benefit fees, said that as secretary of the lodges he knew the difficulty in collecting levies, and hoped something would be done without increasing the levy. Members, however, were generally receiving better wages, and perhaps could afford to pay on increased levy. Some playing cases had come to light of late of secretaries who favoured members to the detriment of the Association. Many secretaries, however, were doing their very best for the Association. Mr. Ewens drew attention to the failure to issue the last half-yearly report. In reply to a delegate, the secretary stated that of 4000 friendly society members in Taranaki, only 200 were members of the Association. The report and balance-sheet were adopted. THE FINANCES. The chairman reported that the executive decided to recommend the annual meeting to increase the annual levy. Mr. Pepperell moved that the annual levy be increased to 2/1. This levy would bring in £200 if every member paid up. This sum would not pay the — [424, 37, 566, 1004]
ad-text: No matter whether you require a set of milk-cart harness, which will give satisfaction with the roughest usage, or a dainty lady's handbag, requiring the finest and most delicate work in leather SEE— — [709, 566, 837, 593]
ad-address: WARD STREET. — [10, 1128, 50, 1135]
land-for-sale — [849, 34, 1113, 1200]
ad-price: Price, only £70 per acre. — [942, 933, 1026, 943]
ad-town: ELTHAM. — [621, 226, 653, 233]
ad-town: STRATFORD — [756, 863, 796, 870]
ad-text: 60 ACRES, suburban dairy farm; freehold; well adapted for cutting up into 10-acre sections; first-class metal roads to property; all in grass with the exception of 5 acres turnips; well watered; first-class 3-roomed house, easily added on, with necessary outbuildings; all necessary machinery; Glaxo depot within a stone's throw (paid 2s 3d per lb butter-fat last season); cream collected; school, P.O., station, township 2 miles; saleyards 5 miles. PRICE £85 per acre as a Going Concern, £1500 cash. Or would sell the land alone for £75 per acre and £1500 cash. GOING CONCERN includes 29 cows, 1 bull, 5 heifers, 6 yearlings, 2 horses, and all the necessary milking plant and the dairy. REPORTS: Owing to this farm being so well situated near to Te Aroha, and suitable for cutting up into sections, it should command a ready sale. No. 135. — [10, 679, 276, 746]
article-paragraph: Farmers! Before the busy season begins, bring the family in to be photographed. A family group is always of value and interest. Take the present opportunity. We have special equipment at McAllister's studio, Stratford. — [424, 648, 566, 677]
right-area — [709, 34, 1113, 1200]
article-paragraph: Arthur Scott, brother of the previous witness, said that the fences were in good condition when he and his brother took over the farm, and they had been kept in good condition since then. Witness also identified the marks and brands on several of the skins as being theirs. — [282, 471, 419, 508]
article-paragraph: Mr. Pepperell's motion was not pressed to a vote. — [572, 447, 688, 454]
article-paragraph: A meeting under the auspices of the P.P.A., in the Town Hall, resolved to forward the following to Mr. Lloyd George: "This meeting of over 3000 Protestants, and on behalf of 230,000 Protestants of New Zealand urges you effectively to deal with Sinn Fein, to treat Archbishop Mannix as a rebel and disloyalist, and maintain the solidarity of the British Empire." A further resolution supported the firm attitude of Mr. Hughes in dispelling Jesuitical and disloyal teaching with disloyalists such as Archbishop Mannix. — [572, 588, 702, 660]
article-paragraph: The following jury was empanelled: Messrs. John Hamilton, J. D. Jenkins, A. G. Gibbons, J. James, R. W. Edgecombe, A. F. Mollison, A. Gredig, E. W. Clarke, C. Hosking, A. Lee, J. L. Reid, A. C. Dawes. Mr. Dawes was chosen foreman. — [282, 159, 419, 195]
ad-text: £500 CASH secures 200 ACRES very fine dairying and cattle country; 2 miles from factory; 12 miles from school. Metalled roads. Capacity 75 cows, horses and young cattle. Good house 7 rooms, concreted cowshed. Factory station and city-side close handy. Price only £40 per acre, £500 cash, balance for 5 years at current rates. Arrange for inspection at once. — [855, 158, 1113, 196]
ad-text: LAST DAY — [756, 349, 796, 358]
ad-heading: THE BEST VALUE SHEEP & CATTLE FARM OFFERING. — [40, 972, 246, 982]
article-paragraph: The chairman reported that the executive decided to recommend the annual meeting to increase the annual levy. — [424, 964, 566, 979]
ad-text: 200 ACRES, L.I.P., can be made Freehold at any time. On main road and metalled. Cream cart passes farm; 5-roomed house with bathroom, etc., etc.; 10-bail cowshed. — [855, 369, 1113, 392]
list-item: BOYS' CANVAS COATS. — [709, 246, 770, 253]
ad-heading: IT IS YOURS: — [936, 44, 1032, 60]
article-paragraph: A meeting of the Stratford Chamber of Commerce was held last evening, to receive a deputation, consisting of Messrs. Walker and McManaway, representing the Marton-Levin Railway League. The president (Mr. J. B. Richards) was in the chair, and there were present Messrs. W. McDonald, C. Martin, P. Thomson, J. W. Boon, and D. J. Nelson. — [424, 294, 566, 338]
ad-text: 100 ACRES, handy to Hawera. School quarter-mile, cheese factory 2 miles. A lovely home of 8 rooms, hot and cold water, drainage, benzine light in house, water laid on to 6-bail concreted cowshed. Carrying capacity 60 cows, horses and necessary dry stock. Good orchard, well sheltered by pines and ornamental trees. Price: £125 PER ACRE. — [855, 72, 1113, 109]
ad-text: O, pine and needles! O! needles and pins! When a man marries his worry begins— Nurses and babies and plasters and pills, Doctors' prescriptions and dressmakers' bills. Mumps and measles and quinsey and croup, And all the ills that make one droop— But mind one's worries come when all, Warm using Woods' Great Peppermint Cure — [572, 933, 702, 983]
article-paragraph: Mr. Pepperell moved that the annual levy be increased to 2/1. This levy would bring in £200 if every member paid up. This sum would not pay the — [424, 982, 566, 1004]
ad-text: 52 ACRES, Freehold, all in grass, well subdivided and watered; good house of 5 rooms, bathroom built in wardrobes, cupboards, etc.; good cowshed, trapshed, storeroom, pig-styes and run; only 6 miles from Hawera by tarred road, school, factory, store and railway station only 1 mile; will carry 25 cows, horses, etc. — [855, 797, 1113, 827]
ad-price: PRICE, £31 per acre; CASH, £2500 — [96, 599, 190, 607]
article-paragraph: Counsel described the various methods of branding sheep and explained that Scott Bros. had carefully branded their sheep. On May 1, Constable Blaikie and William Scott visited the accused's farm, the accused having his sheep in the yard. There were 57 sheep in the fold, and the ears of several were very much mutilated. Accused showed them the skins which he had in his possession. While being interviewed by the constable the accused showed considerable hostility, and would only answer questions after consultation with his wife. Mr. Weston remarked that the Crown's case really depended very largely on the evidence which would be adduced concerning the identification of the skins found in accused's possession. — [282, 312, 419, 407]
ad-subheading: CHART SUITS — [106, 380, 180, 392]
ad-address: VULCAN LANE, AUCKLAND. — [96, 954, 190, 961]
ad-text: PRICE only £18 per acre. Terms: Half cash (possibly less), balance 7 years at 6 per cent. — [855, 1154, 1064, 1161]
ad-text: He gives the best value every time. — [736, 624, 816, 631]
ad-text: 192 ACRES of rich drained swamp, well consolidated and all well grassed with the exception of about 8 acres. There are 17 acres of good swedes, plenty of grass and a good stock of hay. The front portion of the farm on which the buildings stand is slightly undulating and always nice and dry. School is 1 mile distant, railway 6 miles, cream cart passes the gate. The buildings comprise an up-to-date house of 7 living rooms, bathroom, scullery, wash-house with copper and tubs, hot and cold water, telephone and all conveniences. There is a tennis lawn in front and the situation is ideal. The cowshed is of 8 bails with engine room and a cow milking plant installed (four cowsets), motor shed, trapshed and piggery. The stock at present on property are 46 milking cows, 30 yearlings, 1 horse and 8 pigs; these together with a spring cart and harness, also 1 single buggy and harness as a going concern. — [10, 522, 276, 596]
ad-advertiser: A. H. HILLOCK — [732, 142, 820, 157]
ad-text: PRICE £40 per acre, with £1000 cash and balance for 5 years at 5½ per cent. — [855, 1040, 1037, 1047]
article-paragraph: In reply to Mr. Davis, the chairman said the levy which would make the Society financial was three guineas, which was out of the question. — [572, 422, 702, 444]
ad-address: HEAD OFFICE: SAFE DEPOSIT BUILDINGS, LTD., — [63, 946, 223, 953]
ad-phone: PHONES: 294, Private 323. — [1050, 971, 1113, 977]
ad-sub: AUCTIONEER, LAND AND FINANCE AGENT, — [912, 1183, 1056, 1190]
ad-advertiser: Howell & Howell, — [78, 422, 208, 441]
ad-text: HUNGA HUNGA—100 ACRES, 95 acres in grass, 5 acres turnips. All flat drained swamp; watered by well and windmills. The property will carry 40 cows all the year round, and young stock. Buildings consist of 4-roomed house, almost new; 6-bail concreted shed, also yard. Separator plant. Glaxo Depot 60 chains. L.T.T. Rd. Railway, school 2 miles, saleyards 7 miles. This farm is all flat and ploughable. First class Hunga soil. Buildings are in good condition. The grass is the best English strains, and the stock are in first-class condition. This property is really worth far more money. PRICE Only £80 per acre. Cash £2000. Balance 6 per cent. for 5 years. (3944) — [10, 869, 276, 920]
article-subheading: CROWN CASE CONCLUDED. — [304, 511, 397, 518]
column-rule — [569, 34, 570, 1518]
ad-advertiser: C. A. WILKINSON, — [591, 205, 683, 217]
ad-address: BROADWAY — [709, 533, 741, 540]
article-paragraph: In outlining the proposals of the League, Mr. Walker said that a considerable sum of money was to be expended in moving the Palmerston North station to a position about a mile from its present site, and thus relieve the existing congestion. The League considered a far better course would be to run a line from Marton through Levin, over a practically level stretch of country, thus diminishing the Marton-Wellington run by 15 miles, and relieving Palmerston North of this traffic besides saving an hour on the running time. This would obviate the necessity of removing the Palmerston North station. In addition, Mr. Walker considered there would be a saving of £9000 a year after interest and sinking fund had been paid, and the North Island main trunk would be effected. — [424, 341, 566, 443]
article-subheading: THE FINANCES. — [469, 956, 521, 963]
article-paragraph: No. 4—S. D. Coleman, 17yds, won with eleven birds; W. O'Brien, 18yds, A. P. Jenkins, 19yds, and A. Nelson, 16yds, tied with ten. Fifteen competed. — [424, 237, 566, 258]
ad-town: HAMILTON. — [245, 1128, 276, 1135]
article-paragraph: The P.A.C., Stratford, notify an auction sale on account of Mr. W. Manders, Cardiff, to be held in the auction rooms on Saturday. — [424, 576, 566, 598]
article-paragraph: After discussion the motion was carried. — [572, 525, 668, 532]
ad-text: You must see this as it is sure to rise in price. — [933, 950, 1035, 957]
ad-heading: AN IDEAL FARM. — [934, 882, 1034, 897]
article-paragraph: Mr. J. A. Valentine, senior inspector of the Taranaki Education Board, was at the Stratford District High School to-day conducting an examination in the secondary department. — [424, 544, 566, 573]
article-paragraph: Mr. Ewens then moved an amendment to the effect that in future the limit for chemist cases be: first year, £20; second year £15, and £5 for each subsequent year. — [572, 493, 702, 522]
